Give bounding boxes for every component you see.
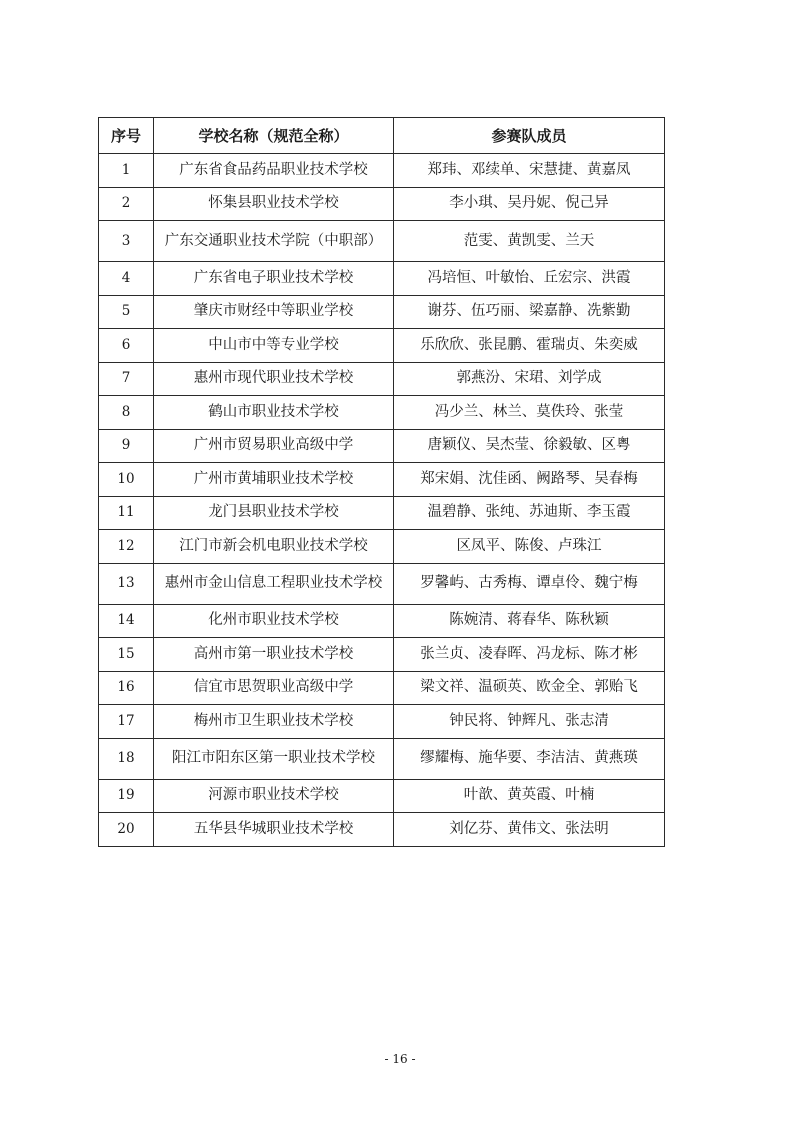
- table-row: [99, 362, 665, 396]
- row-members: 梁文祥、温硕英、欧金全、郭贻飞: [394, 671, 665, 705]
- row-no: 19: [99, 779, 154, 813]
- row-members: 陈婉清、蒋春华、陈秋颖: [394, 604, 665, 638]
- table-row: [99, 738, 665, 779]
- row-no: 2: [99, 187, 154, 221]
- row-members: 冯少兰、林兰、莫佚玲、张莹: [394, 396, 665, 430]
- row-school: 惠州市现代职业技术学校: [154, 362, 394, 396]
- table-row: [99, 813, 665, 847]
- row-no: 15: [99, 638, 154, 672]
- row-school: 中山市中等专业学校: [154, 329, 394, 363]
- row-no: 7: [99, 362, 154, 396]
- row-members: 罗馨屿、古秀梅、谭卓伶、魏宁梅: [394, 563, 665, 604]
- row-members: 范雯、黄凯雯、兰天: [394, 221, 665, 262]
- table-row: [99, 779, 665, 813]
- row-school: 鹤山市职业技术学校: [154, 396, 394, 430]
- row-no: 17: [99, 705, 154, 739]
- row-members: 唐颖仪、吴杰莹、徐毅敏、区粤: [394, 429, 665, 463]
- table-row: [99, 671, 665, 705]
- row-no: 20: [99, 813, 154, 847]
- row-members: 李小琪、吴丹妮、倪己异: [394, 187, 665, 221]
- row-members: 叶歆、黄英霞、叶楠: [394, 779, 665, 813]
- page-number: - 16 -: [384, 1052, 416, 1066]
- row-no: 16: [99, 671, 154, 705]
- row-no: 6: [99, 329, 154, 363]
- table-row: [99, 262, 665, 296]
- row-school: 肇庆市财经中等职业学校: [154, 295, 394, 329]
- row-school: 江门市新会机电职业技术学校: [154, 530, 394, 564]
- row-no: 10: [99, 463, 154, 497]
- row-school: 广东省电子职业技术学校: [154, 262, 394, 296]
- row-members: 钟民将、钟辉凡、张志清: [394, 705, 665, 739]
- table-row: [99, 705, 665, 739]
- row-no: 1: [99, 154, 154, 188]
- row-members: 冯培恒、叶敏怡、丘宏宗、洪霞: [394, 262, 665, 296]
- header-school: 学校名称（规范全称）: [154, 118, 394, 154]
- row-school: 五华县华城职业技术学校: [154, 813, 394, 847]
- table-row: [99, 463, 665, 497]
- row-school: 广州市黄埔职业技术学校: [154, 463, 394, 497]
- row-school: 信宜市思贺职业高级中学: [154, 671, 394, 705]
- row-school: 广东省食品药品职业技术学校: [154, 154, 394, 188]
- header-members: 参赛队成员: [394, 118, 665, 154]
- row-school: 广州市贸易职业高级中学: [154, 429, 394, 463]
- row-no: 3: [99, 221, 154, 262]
- table-row: [99, 604, 665, 638]
- row-members: 缪耀梅、施华要、李洁洁、黄燕瑛: [394, 738, 665, 779]
- row-school: 河源市职业技术学校: [154, 779, 394, 813]
- row-no: 9: [99, 429, 154, 463]
- row-school: 化州市职业技术学校: [154, 604, 394, 638]
- table-row: [99, 563, 665, 604]
- row-no: 18: [99, 738, 154, 779]
- row-no: 13: [99, 563, 154, 604]
- table-row: [99, 396, 665, 430]
- row-school: 阳江市阳东区第一职业技术学校: [154, 738, 394, 779]
- row-members: 区凤平、陈俊、卢珠江: [394, 530, 665, 564]
- row-members: 郭燕汾、宋珺、刘学成: [394, 362, 665, 396]
- row-members: 郑玮、邓续单、宋慧捷、黄嘉凤: [394, 154, 665, 188]
- row-school: 怀集县职业技术学校: [154, 187, 394, 221]
- row-school: 龙门县职业技术学校: [154, 496, 394, 530]
- row-no: 5: [99, 295, 154, 329]
- table-header-row: [99, 118, 665, 154]
- row-members: 乐欣欣、张昆鹏、霍瑞贞、朱奕威: [394, 329, 665, 363]
- row-school: 梅州市卫生职业技术学校: [154, 705, 394, 739]
- table-row: [99, 187, 665, 221]
- table-row: [99, 638, 665, 672]
- row-members: 张兰贞、凌春晖、冯龙标、陈才彬: [394, 638, 665, 672]
- table-row: [99, 295, 665, 329]
- row-members: 刘亿芬、黄伟文、张法明: [394, 813, 665, 847]
- header-no: 序号: [99, 118, 154, 154]
- table-row: [99, 154, 665, 188]
- table-row: [99, 496, 665, 530]
- table-row: [99, 221, 665, 262]
- row-school: 广东交通职业技术学院（中职部）: [154, 221, 394, 262]
- table-row: [99, 429, 665, 463]
- row-school: 惠州市金山信息工程职业技术学校: [154, 563, 394, 604]
- participants-table-container: [98, 117, 664, 847]
- row-no: 12: [99, 530, 154, 564]
- row-no: 8: [99, 396, 154, 430]
- row-members: 温碧静、张纯、苏迪斯、李玉霞: [394, 496, 665, 530]
- row-members: 郑宋娟、沈佳函、阙路琴、吴春梅: [394, 463, 665, 497]
- row-school: 高州市第一职业技术学校: [154, 638, 394, 672]
- row-no: 4: [99, 262, 154, 296]
- row-no: 14: [99, 604, 154, 638]
- table-row: [99, 530, 665, 564]
- row-no: 11: [99, 496, 154, 530]
- participants-table: [98, 117, 665, 847]
- table-row: [99, 329, 665, 363]
- row-members: 谢芬、伍巧丽、梁嘉静、冼紫勤: [394, 295, 665, 329]
